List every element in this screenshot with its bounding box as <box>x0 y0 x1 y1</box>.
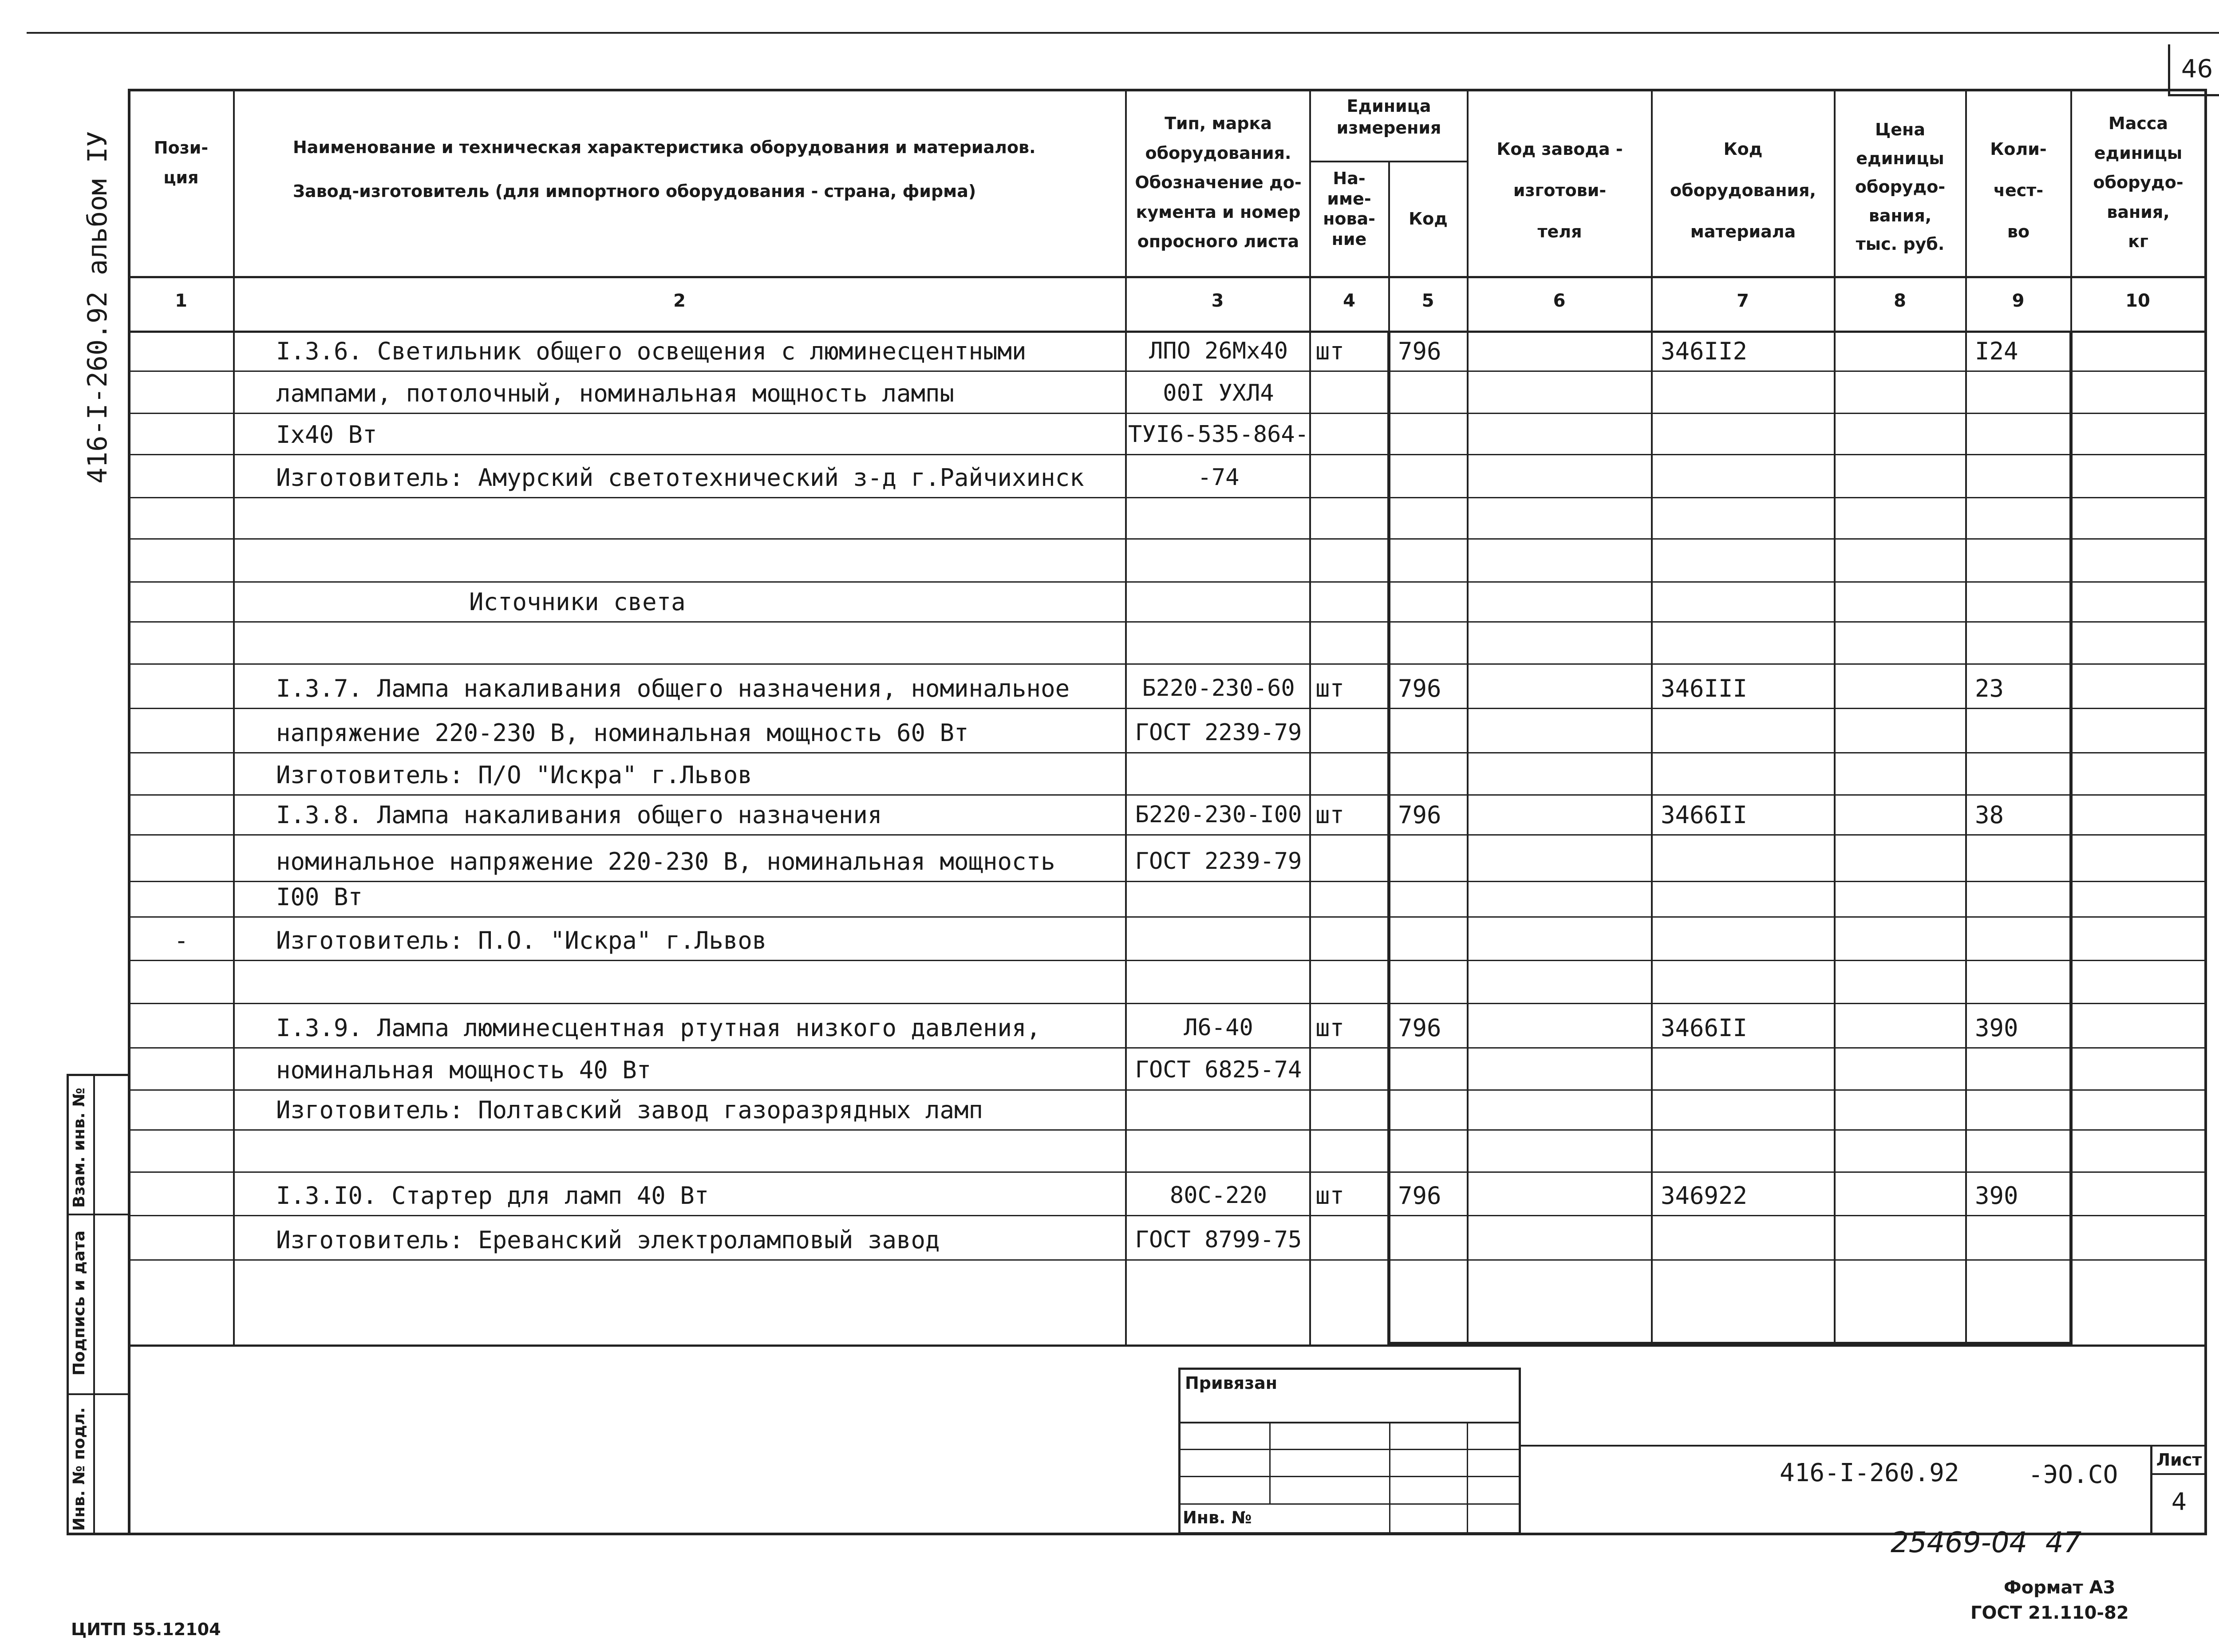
row-line <box>129 1089 2206 1091</box>
stamp-line <box>1178 1422 1521 1423</box>
header-col10-line: вания, <box>2107 202 2170 222</box>
header-col4-line: На- <box>1333 169 1366 188</box>
row-line <box>129 794 2206 796</box>
header-col2 <box>293 138 1036 201</box>
margin-strip-mid <box>93 1074 95 1535</box>
col-line <box>1651 331 1653 1344</box>
row-line <box>129 497 2206 498</box>
cell-type: Б220-230-I00 <box>1135 801 1302 828</box>
cell-name: Источники света <box>469 588 686 616</box>
colnum: 3 <box>1211 291 1224 311</box>
header-unit-line: Единица <box>1346 96 1431 116</box>
cell-name: номинальная мощность 40 Вт <box>276 1056 651 1084</box>
cell-name: I.3.7. Лампа накаливания общего назначения, номинальное <box>276 674 1070 702</box>
header-col6-line: теля <box>1537 222 1582 242</box>
cell-name: номинальное напряжение 220-230 В, номинальная мощность <box>276 848 1055 875</box>
colnum: 1 <box>175 291 187 311</box>
row-line <box>129 371 2206 372</box>
top-border-line <box>27 32 2219 34</box>
cell-name: Изготовитель: П/О "Искра" г.Львов <box>276 761 752 789</box>
header-col3 <box>1127 109 1309 256</box>
stamp-inv-no: Инв. № <box>1183 1508 1252 1527</box>
row-line <box>129 1259 2206 1261</box>
colnum: 6 <box>1553 291 1566 311</box>
cell-name: лампами, потолочный, номинальная мощность лампы <box>276 379 955 407</box>
header-col4-line: нова- <box>1323 209 1375 229</box>
margin-strip-top <box>67 1074 130 1076</box>
margin-strip-line <box>67 1214 130 1215</box>
cell-type: ТУI6-535-864- <box>1128 421 1309 448</box>
sheet-label: Лист <box>2156 1450 2202 1470</box>
handwritten-number: 25469-04 47 <box>1891 1526 2082 1559</box>
cell-unit: шт <box>1315 1182 1345 1210</box>
cell-name: Изготовитель: Полтавский завод газоразрядных ламп <box>276 1096 983 1124</box>
col-line <box>233 331 235 1344</box>
margin-strip-left <box>67 1074 69 1535</box>
colnum: 9 <box>2012 291 2025 311</box>
row-line <box>129 538 2206 540</box>
header-col4-line: име- <box>1327 189 1371 209</box>
cell-qty: 390 <box>1975 1182 2018 1210</box>
cell-type: 00I УХЛ4 <box>1163 380 1274 406</box>
cell-equip-code: 3466II <box>1661 1014 1748 1042</box>
row-line <box>129 413 2206 414</box>
header-col7-line: оборудования, <box>1670 181 1816 201</box>
cell-unit: шт <box>1315 674 1345 702</box>
cell-qty: 23 <box>1975 674 2004 702</box>
thick-box-left <box>1387 331 1390 1344</box>
colnum-bottom-line <box>129 331 2206 333</box>
stamp-privyazan: Привязан <box>1185 1373 1278 1393</box>
cell-qty: 38 <box>1975 801 2004 829</box>
row-line <box>129 834 2206 836</box>
cell-name: I.3.6. Светильник общего освещения с люминесцентными <box>276 337 1027 365</box>
cell-type: ГОСТ 8799-75 <box>1135 1226 1302 1253</box>
stamp-line <box>1178 1503 1521 1505</box>
page-number: 46 <box>2181 54 2213 83</box>
bottom-left-code: ЦИТП 55.12104 <box>71 1620 221 1639</box>
row-line <box>129 708 2206 709</box>
header-col3-line: опросного листа <box>1137 232 1299 251</box>
cell-code: 796 <box>1398 674 1441 702</box>
title-block-top <box>1521 1445 2206 1447</box>
cell-name: напряжение 220-230 В, номинальная мощность 60 Вт <box>276 719 969 747</box>
table-top-line <box>129 89 2206 91</box>
stamp-line <box>1389 1422 1390 1534</box>
cell-name: Изготовитель: Ереванский электроламповый завод <box>276 1226 940 1254</box>
row-line <box>129 916 2206 918</box>
row-line <box>129 663 2206 665</box>
cell-type: Б220-230-60 <box>1142 675 1295 702</box>
header-col8-line: вания, <box>1868 205 1932 225</box>
stamp-line <box>1467 1422 1468 1534</box>
header-col1 <box>129 133 233 192</box>
header-col2-line: Наименование и техническая характеристика оборудования и материалов. <box>293 138 1036 157</box>
cell-type: Л6-40 <box>1184 1014 1253 1041</box>
stamp-line <box>1178 1449 1521 1450</box>
cell-type: ГОСТ 2239-79 <box>1135 848 1302 875</box>
cell-type: -74 <box>1197 464 1240 491</box>
cell-code: 796 <box>1398 1182 1441 1210</box>
header-col4-line: ние <box>1331 229 1367 249</box>
row-line <box>129 881 2206 882</box>
colnum: 8 <box>1894 291 1906 311</box>
header-col6-line: изготови- <box>1513 181 1607 201</box>
header-col9-line: Коли- <box>1990 139 2047 159</box>
doc-suffix: -ЭО.СО <box>2028 1460 2118 1489</box>
column-numbers-row <box>129 291 2206 317</box>
thick-box-bottom <box>1387 1342 2073 1345</box>
row-line <box>129 1171 2206 1173</box>
colnum: 5 <box>1421 291 1434 311</box>
header-col5: Код <box>1409 209 1448 229</box>
cell-type: ГОСТ 6825-74 <box>1135 1057 1302 1083</box>
header-col8-line: единицы <box>1856 148 1944 168</box>
colnum: 4 <box>1343 291 1355 311</box>
row-line <box>129 960 2206 961</box>
cell-code: 796 <box>1398 1014 1441 1042</box>
header-col10-line: оборудо- <box>2093 173 2183 192</box>
cell-unit: шт <box>1315 1014 1345 1042</box>
stamp-line <box>1269 1422 1271 1503</box>
row-line <box>129 581 2206 583</box>
header-col6-line: Код завода - <box>1496 139 1623 159</box>
header-col1-line: Пози- <box>154 138 209 158</box>
row-line <box>129 621 2206 623</box>
row-line <box>129 752 2206 753</box>
header-col7-line: материала <box>1690 222 1796 242</box>
row-line <box>129 1129 2206 1131</box>
header-col1-line: ция <box>163 167 199 187</box>
header-col3-line: оборудования. <box>1145 143 1291 163</box>
header-col10 <box>2072 109 2205 256</box>
header-col2-line: Завод-изготовитель (для импортного оборудования - страна, фирма) <box>293 181 976 201</box>
header-col9 <box>1966 129 2071 252</box>
header-col7 <box>1652 129 1834 252</box>
header-col9-line: чест- <box>1993 181 2044 201</box>
cell-unit: шт <box>1315 337 1345 365</box>
row-line <box>129 1003 2206 1004</box>
row-line <box>129 1047 2206 1049</box>
cell-equip-code: 346II2 <box>1661 337 1748 365</box>
cell-unit: шт <box>1315 801 1345 829</box>
header-unit-group <box>1310 95 1468 139</box>
cell-name: I.3.9. Лампа люминесцентная ртутная низкого давления, <box>276 1014 1041 1042</box>
sheet-number: 4 <box>2171 1487 2187 1516</box>
cell-code: 796 <box>1398 801 1441 829</box>
header-col9-line: во <box>2007 222 2030 242</box>
side-title: 416-I-260.92 альбом IУ <box>82 131 113 484</box>
header-unit-line: измерения <box>1336 118 1441 138</box>
cell-name: Iх40 Вт <box>276 421 377 449</box>
gost-label: ГОСТ 21.110-82 <box>1970 1603 2129 1623</box>
header-col4 <box>1310 169 1388 249</box>
header-col8-line: тыс. руб. <box>1856 234 1945 254</box>
cell-name: I.3.I0. Стартер для ламп 40 Вт <box>276 1182 709 1210</box>
cell-equip-code: 346922 <box>1661 1182 1748 1210</box>
margin-label-vzam: Взам. инв. № <box>70 1088 88 1208</box>
header-bottom-line <box>129 276 2206 278</box>
header-col3-line: Обозначение до- <box>1135 173 1302 192</box>
cell-name: Изготовитель: П.О. "Искра" г.Львов <box>276 927 767 954</box>
doc-code: 416-I-260.92 <box>1780 1459 1959 1487</box>
cell-type: ЛПО 26Мх40 <box>1149 338 1288 364</box>
cell-qty: I24 <box>1975 337 2018 365</box>
header-col6 <box>1468 129 1651 252</box>
cell-type: ГОСТ 2239-79 <box>1135 719 1302 746</box>
frame-bottom-line <box>67 1533 2207 1535</box>
cell-name: Изготовитель: Амурский светотехнический з-д г.Райчихинск <box>276 464 1084 492</box>
format-label: Формат А3 <box>2004 1577 2116 1598</box>
thick-box-right <box>2069 331 2073 1344</box>
colnum: 7 <box>1737 291 1749 311</box>
cell-equip-code: 346III <box>1661 674 1748 702</box>
cell-name: I00 Вт <box>276 883 363 911</box>
col-line <box>1965 331 1967 1344</box>
header-col8 <box>1835 115 1966 259</box>
header-col8-line: оборудо- <box>1855 177 1946 197</box>
cell-code: 796 <box>1398 337 1441 365</box>
header-col8-line: Цена <box>1875 120 1925 139</box>
cell-pos: - <box>174 927 189 954</box>
cell-type: 80С-220 <box>1169 1182 1267 1209</box>
header-col3-line: кумента и номер <box>1136 202 1301 222</box>
margin-label-podpis: Подпись и дата <box>70 1230 88 1376</box>
cell-equip-code: 3466II <box>1661 801 1748 829</box>
margin-strip-line <box>67 1393 130 1395</box>
colnum: 10 <box>2125 291 2150 311</box>
margin-label-inv: Инв. № подл. <box>70 1407 88 1531</box>
header-col10-line: кг <box>2128 232 2148 251</box>
header-col7-line: Код <box>1723 139 1763 159</box>
stamp-line <box>1178 1476 1521 1477</box>
header-col10-line: единицы <box>2094 143 2183 163</box>
colnum: 2 <box>673 291 686 311</box>
header-col10-line: Масса <box>2108 114 2168 133</box>
header-col3-line: Тип, марка <box>1165 114 1272 133</box>
cell-name: I.3.8. Лампа накаливания общего назначения <box>276 801 882 829</box>
cell-qty: 390 <box>1975 1014 2018 1042</box>
row-line <box>129 1215 2206 1216</box>
row-line <box>129 454 2206 455</box>
